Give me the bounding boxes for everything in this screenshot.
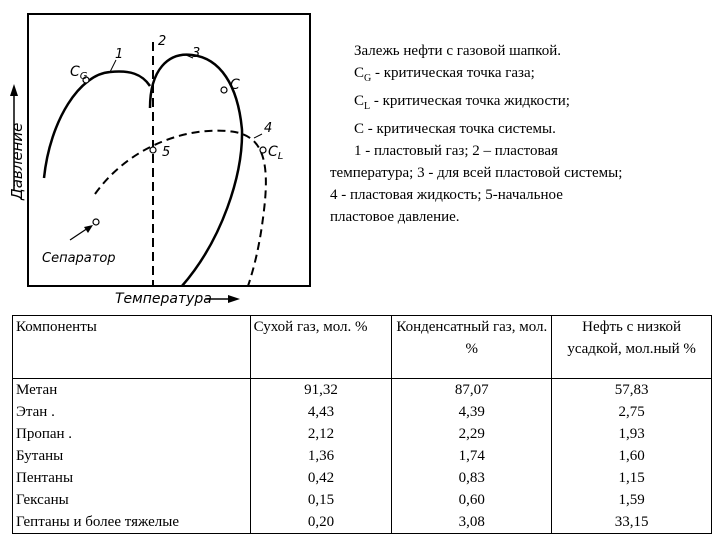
point-separator bbox=[93, 219, 99, 225]
header-condensate-gas: Конденсатный газ, мол. % bbox=[392, 316, 552, 379]
component-name: Пентаны bbox=[13, 467, 251, 489]
dry-gas-value: 4,43 bbox=[250, 401, 392, 423]
dry-gas-value: 91,32 bbox=[250, 379, 392, 402]
condensate-value: 2,29 bbox=[392, 423, 552, 445]
oil-value: 1,93 bbox=[552, 423, 712, 445]
header-low-shrinkage-oil: Нефть с низкой усадкой, мол.ный % bbox=[552, 316, 712, 379]
y-axis-label: Давление bbox=[8, 122, 26, 200]
caption-c: С - критическая точка системы. bbox=[354, 121, 556, 137]
label-separator: Сепаратор bbox=[42, 251, 116, 266]
dry-gas-value: 0,20 bbox=[250, 511, 392, 534]
composition-table bbox=[12, 315, 712, 534]
table-row bbox=[13, 401, 712, 423]
table-row bbox=[13, 511, 712, 534]
oil-value: 1,15 bbox=[552, 467, 712, 489]
label-3: 3 bbox=[192, 46, 201, 61]
point-c bbox=[221, 87, 227, 93]
table-row bbox=[13, 423, 712, 445]
label-5: 5 bbox=[162, 145, 171, 160]
table-row bbox=[13, 445, 712, 467]
caption-cg: $C_G$ - критическая точка газа; bbox=[354, 65, 535, 84]
table-row bbox=[13, 467, 712, 489]
label-cl: $C_L$ bbox=[268, 144, 284, 162]
oil-value: 2,75 bbox=[552, 401, 712, 423]
dry-gas-value: 2,12 bbox=[250, 423, 392, 445]
component-name: Пропан . bbox=[13, 423, 251, 445]
leader-4 bbox=[254, 134, 262, 138]
header-dry-gas: Сухой газ, мол. % bbox=[250, 316, 392, 379]
table-row bbox=[13, 489, 712, 511]
system-envelope-curve bbox=[150, 55, 242, 286]
header-components: Компоненты bbox=[13, 316, 251, 379]
component-name: Гексаны bbox=[13, 489, 251, 511]
oil-value: 1,60 bbox=[552, 445, 712, 467]
oil-value: 57,83 bbox=[552, 379, 712, 402]
condensate-value: 0,83 bbox=[392, 467, 552, 489]
gas-envelope-curve bbox=[44, 72, 150, 178]
condensate-value: 3,08 bbox=[392, 511, 552, 534]
label-2: 2 bbox=[158, 34, 167, 49]
point-5 bbox=[150, 147, 156, 153]
oil-value: 1,59 bbox=[552, 489, 712, 511]
label-1: 1 bbox=[115, 47, 124, 62]
x-axis-arrowhead bbox=[228, 295, 240, 303]
label-4: 4 bbox=[264, 121, 273, 136]
label-c: C bbox=[230, 77, 240, 93]
composition-table-wrap bbox=[12, 315, 712, 534]
component-name: Бутаны bbox=[13, 445, 251, 467]
separator-pointer bbox=[70, 228, 88, 240]
component-name: Этан . bbox=[13, 401, 251, 423]
label-cg: $C_G$ bbox=[70, 64, 88, 82]
y-axis-arrowhead bbox=[10, 84, 18, 96]
caption-cl: $C_L$ - критическая точка жидкости; bbox=[354, 93, 570, 112]
diagram-caption bbox=[330, 40, 625, 228]
condensate-value: 87,07 bbox=[392, 379, 552, 402]
component-name: Метан bbox=[13, 379, 251, 402]
point-cl bbox=[260, 147, 266, 153]
x-axis-label: Температура bbox=[115, 291, 212, 307]
separator-pointer-head bbox=[84, 225, 93, 233]
dry-gas-value: 0,42 bbox=[250, 467, 392, 489]
oil-value: 33,15 bbox=[552, 511, 712, 534]
component-name: Гептаны и более тяжелые bbox=[13, 511, 251, 534]
condensate-value: 1,74 bbox=[392, 445, 552, 467]
phase-diagram bbox=[0, 0, 330, 315]
caption-title: Залежь нефти с газовой шапкой. bbox=[354, 43, 561, 59]
dry-gas-value: 0,15 bbox=[250, 489, 392, 511]
dry-gas-value: 1,36 bbox=[250, 445, 392, 467]
condensate-value: 4,39 bbox=[392, 401, 552, 423]
caption-legend: 1 - пластовый газ; 2 – пластовая температура; 3 - для всей пластовой системы; 4 - пластовая жидкость; 5-начальное пластовое давление. bbox=[330, 143, 623, 225]
condensate-value: 0,60 bbox=[392, 489, 552, 511]
table-row bbox=[13, 379, 712, 402]
